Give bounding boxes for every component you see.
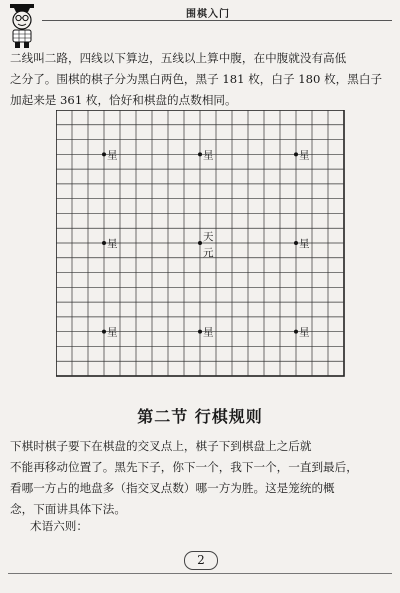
star-point-dot [102, 152, 106, 156]
board-star-points [102, 149, 310, 338]
star-point-dot [102, 241, 106, 245]
star-point-label: 星 [107, 149, 118, 162]
go-board-diagram [56, 110, 346, 378]
star-point-label: 星 [107, 326, 118, 339]
star-point-label: 星 [299, 238, 310, 250]
star-point-dot [198, 152, 202, 156]
tengen-label-bottom: 元 [203, 247, 214, 259]
section-heading: 第二节 行棋规则 [137, 407, 263, 426]
star-point-dot [102, 330, 106, 334]
star-point-label: 星 [203, 326, 214, 339]
page-number: 2 [184, 551, 218, 570]
intro-paragraph: 二线叫二路，四线以下算边，五线以上算中腹，在中腹就没有高低 之分了。围棋的棋子分为黑白两色，黑子 181 枚，白子 180 枚，黑白子 加起来是 361 枚，恰好和棋盘的点数相同。 [10, 51, 383, 107]
star-point-dot [294, 330, 298, 334]
footer-rule [8, 573, 392, 574]
rules-paragraph: 下棋时棋子要下在棋盘的交叉点上，棋子下到棋盘上之后就 不能再移动位置了。黑先下子，你下一个，我下一个，一直到最后， 看哪一方占的地盘多（指交叉点数）哪一方为胜。这是笼统的概 念，下面讲具体下法。 [10, 439, 358, 516]
go-player-mascot-icon [2, 2, 42, 50]
star-point-dot [198, 330, 202, 334]
star-point-label: 星 [203, 149, 214, 162]
star-point-dot [294, 241, 298, 245]
star-point-label: 星 [107, 238, 118, 250]
running-header-title: 围棋入门 [186, 9, 230, 20]
star-point-dot [294, 152, 298, 156]
tengen-label-top: 天 [203, 231, 214, 243]
terms-intro: 术语六则： [30, 519, 88, 533]
header-rule [42, 20, 392, 21]
star-point-label: 星 [299, 326, 310, 339]
star-point-dot [198, 241, 202, 245]
star-point-label: 星 [299, 149, 310, 162]
